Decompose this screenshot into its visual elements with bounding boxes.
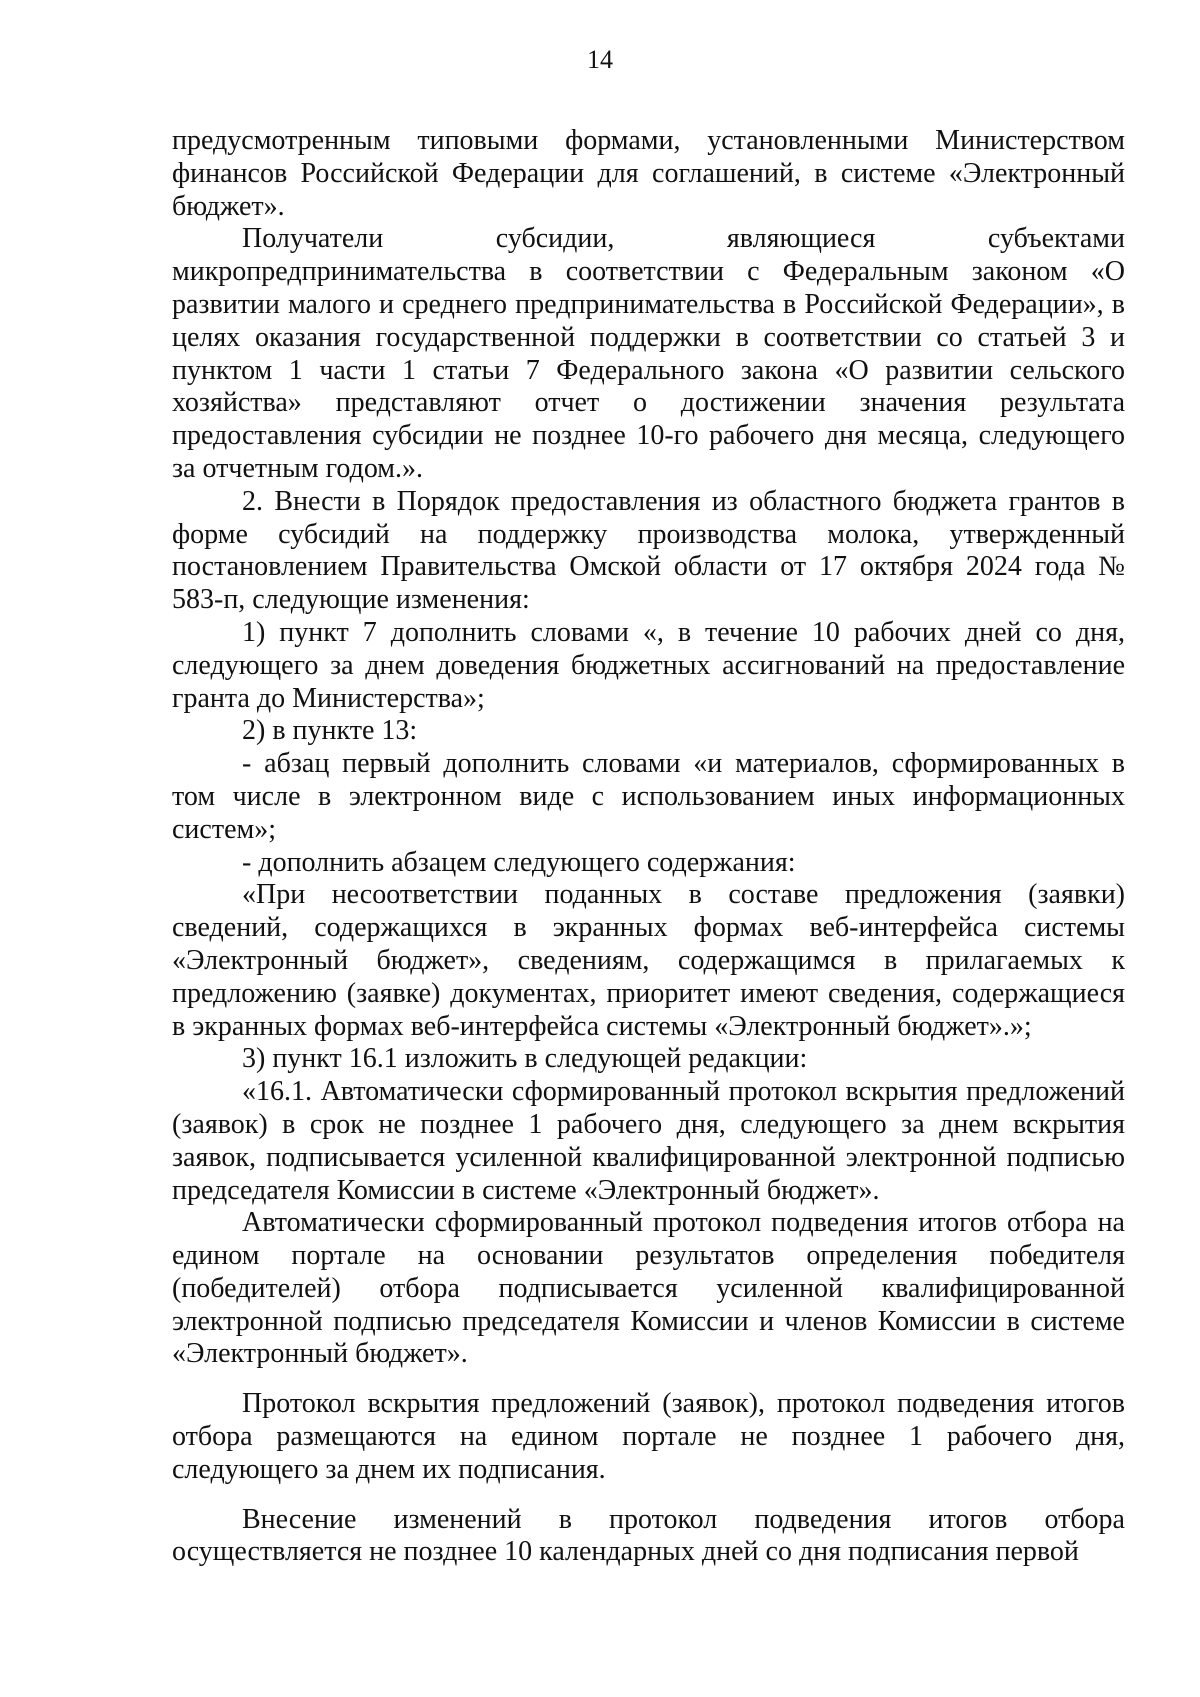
document-body <box>172 125 1125 1569</box>
paragraph-protocol-publication: Протокол вскрытия предложений (заявок), протокол подведения итогов отбора размещаются на едином портале не позднее 1 рабочего дня, следующего за днем их подписания. <box>172 1388 1125 1485</box>
paragraph-quoted-16-1: «16.1. Автоматически сформированный протокол вскрытия предложений (заявок) в срок не позднее 1 рабочего дня, следующего за днем вскрытия заявок, подписывается усиленной квалифицированной электронной подписью председателя Комиссии в системе «Электронный бюджет». <box>172 1076 1125 1206</box>
paragraph-dash-second: - дополнить абзацем следующего содержания: <box>242 846 796 878</box>
paragraph-protocol-changes: Внесение изменений в протокол подведения итогов отбора осуществляется не позднее 10 календарных дней со дня подписания первой <box>172 1503 1125 1568</box>
paragraph-subitem-2: 2) в пункте 13: <box>242 715 418 747</box>
paragraph-quoted-discrepancy: «При несоответствии поданных в составе предложения (заявки) сведений, содержащихся в экранных формах веб-интерфейса системы «Электронный бюджет», сведениям, содержащимся в прилагаемых к предложению (заявке) документах, приоритет имеют сведения, содержащиеся в экранных формах веб-интерфейса системы «Электронный бюджет».»; <box>172 879 1125 1042</box>
paragraph-item-2: 2. Внести в Порядок предоставления из областного бюджета грантов в форме субсидий на поддержку производства молока, утвержденный постановлением Правительства Омской области от 17 октября 2024 года № 583-п, следующие изменения: <box>172 485 1125 616</box>
paragraph-subitem-1: 1) пункт 7 дополнить словами «, в течение 10 рабочих дней со дня, следующего за днем доведения бюджетных ассигнований на предоставление гранта до Министерства»; <box>172 616 1125 714</box>
paragraph-results-protocol: Автоматически сформированный протокол подведения итогов отбора на едином портале на основании результатов определения победителя (победителей) отбора подписывается усиленной квалифицированной электронной подписью председателя Комиссии и членов Комиссии в системе «Электронный бюджет». <box>172 1207 1125 1370</box>
paragraph-recipients-report: Получатели субсидии, являющиеся субъектами микропредпринимательства в соответствии с Федеральным законом «О развитии малого и среднего предпринимательства в Российской Федерации», в целях оказания государственной поддержки в соответствии со статьей 3 и пунктом 1 части 1 статьи 7 Федерального закона «О развитии сельского хозяйства» представляют отчет о достижении значения результата предоставления субсидии не позднее 10-го рабочего дня месяца, следующего за отчетным годом.». <box>172 223 1125 484</box>
paragraph-continuation: предусмотренным типовыми формами, установленными Министерством финансов Российской Федерации для соглашений, в системе «Электронный бюджет». <box>172 125 1125 222</box>
page-number: 14 <box>587 45 613 74</box>
paragraph-dash-first: - абзац первый дополнить словами «и материалов, сформированных в том числе в электронном виде с использованием иных информационных систем»; <box>172 748 1125 845</box>
paragraph-subitem-3: 3) пункт 16.1 изложить в следующей редакции: <box>242 1043 808 1075</box>
